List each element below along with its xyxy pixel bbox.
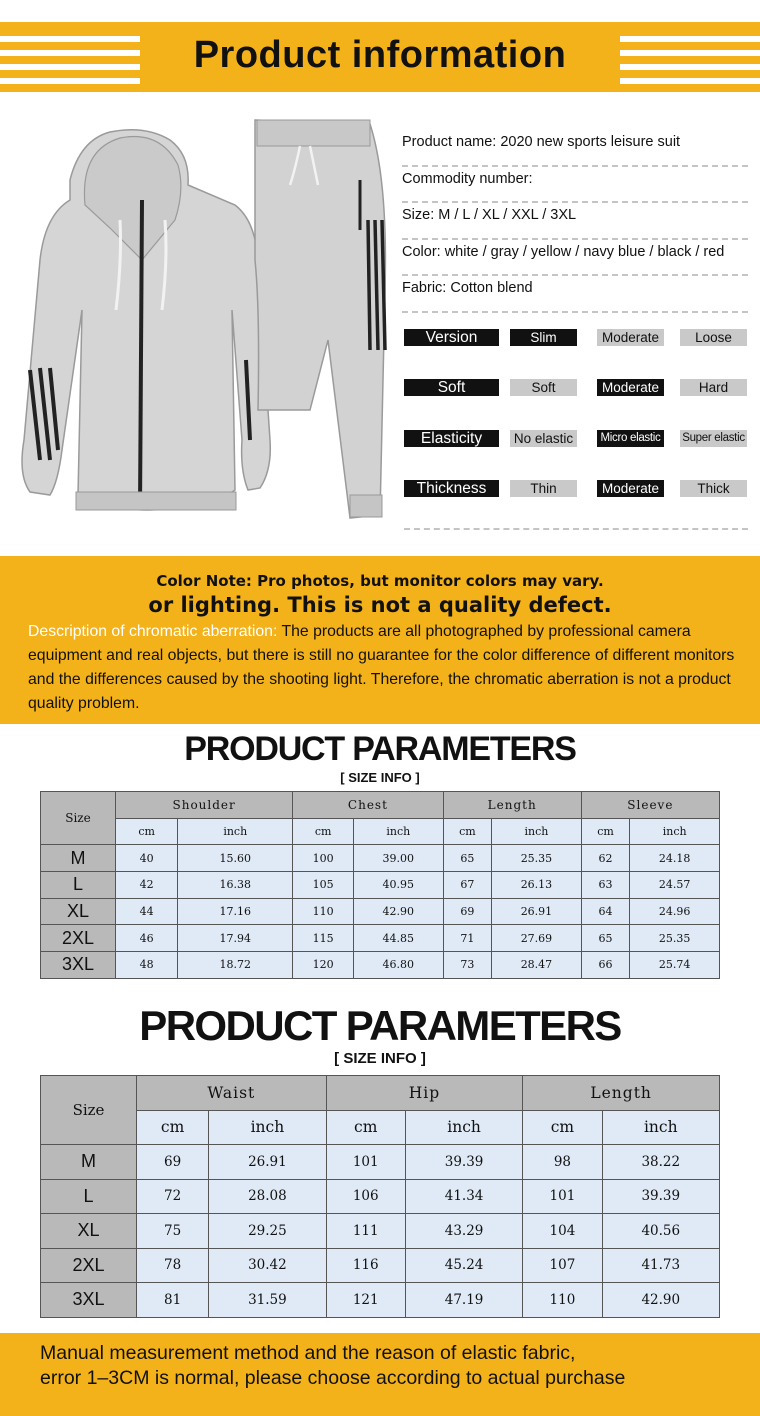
value-cell: 15.60 [178,845,293,872]
attr-label: Version [404,329,499,346]
value-cell: 115 [293,925,354,952]
value-cell: 25.74 [630,952,720,979]
value-cell: 24.96 [630,898,720,925]
value-cell: 39.39 [602,1179,719,1214]
value-cell: 41.34 [405,1179,522,1214]
value-cell: 101 [326,1145,405,1180]
value-cell: 26.91 [492,898,582,925]
group-header: Chest [293,792,443,819]
unit-header: cm [116,818,178,845]
value-cell: 78 [137,1248,209,1283]
table-row [41,845,720,872]
value-cell: 47.19 [405,1283,522,1318]
table-row [41,1179,720,1214]
value-cell: 28.08 [209,1179,326,1214]
group-header: Sleeve [581,792,719,819]
unit-header: inch [602,1110,719,1145]
value-cell: 116 [326,1248,405,1283]
value-cell: 48 [116,952,178,979]
size-cell: 2XL [41,1248,137,1283]
header-banner [0,22,760,92]
unit-header: cm [443,818,492,845]
attr-option: Slim [510,329,577,346]
value-cell: 67 [443,872,492,899]
value-cell: 31.59 [209,1283,326,1318]
attr-label: Soft [404,379,499,396]
value-cell: 28.47 [492,952,582,979]
description-label: Description of chromatic aberration: [28,623,278,640]
size-cell: XL [41,898,116,925]
group-header: Waist [137,1076,327,1111]
value-cell: 105 [293,872,354,899]
attr-elasticity [404,427,748,477]
tracksuit-illustration [10,110,395,550]
table-row [41,1145,720,1180]
value-cell: 69 [443,898,492,925]
value-cell: 40.95 [353,872,443,899]
attr-option: Moderate [597,480,664,497]
page-title: Product information [193,34,567,76]
value-cell: 39.39 [405,1145,522,1180]
params-title-top: PRODUCT PARAMETERS [184,730,576,768]
value-cell: 71 [443,925,492,952]
value-cell: 45.24 [405,1248,522,1283]
value-cell: 98 [523,1145,602,1180]
table-row [41,952,720,979]
attr-option: Moderate [597,329,664,346]
group-header: Length [443,792,581,819]
value-cell: 110 [293,898,354,925]
size-cell: 3XL [41,1283,137,1318]
size-header: Size [41,792,116,845]
table-row [41,1214,720,1249]
footer-banner [0,1333,760,1416]
value-cell: 38.22 [602,1145,719,1180]
group-header: Length [523,1076,720,1111]
value-cell: 40 [116,845,178,872]
color-note-line1: Color Note: Pro photos, but monitor colors may vary. [156,572,604,590]
value-cell: 104 [523,1214,602,1249]
bottom-size-table [40,1075,720,1318]
table-row [41,872,720,899]
value-cell: 26.13 [492,872,582,899]
attr-option: Moderate [597,379,664,396]
value-cell: 39.00 [353,845,443,872]
table-row [41,898,720,925]
size-cell: XL [41,1214,137,1249]
info-product-name: Product name: 2020 new sports leisure suit [402,130,748,167]
value-cell: 100 [293,845,354,872]
attr-label: Thickness [404,480,499,497]
value-cell: 66 [581,952,630,979]
info-size: Size: M / L / XL / XXL / 3XL [402,203,748,240]
value-cell: 75 [137,1214,209,1249]
unit-header: inch [353,818,443,845]
value-cell: 25.35 [492,845,582,872]
divider [404,528,748,530]
attr-option: No elastic [510,430,577,447]
color-note-line2: or lighting. This is not a quality defect. [148,593,612,617]
value-cell: 44 [116,898,178,925]
value-cell: 40.56 [602,1214,719,1249]
value-cell: 106 [326,1179,405,1214]
value-cell: 42.90 [602,1283,719,1318]
stripes-decoration-right [620,36,760,92]
value-cell: 64 [581,898,630,925]
unit-header: inch [178,818,293,845]
table-row [41,925,720,952]
attr-version [404,326,748,376]
attr-option: Loose [680,329,747,346]
attr-option: Super elastic [680,430,747,447]
unit-header: cm [293,818,354,845]
value-cell: 65 [443,845,492,872]
unit-header: inch [405,1110,522,1145]
unit-header: cm [523,1110,602,1145]
unit-header: inch [209,1110,326,1145]
value-cell: 24.18 [630,845,720,872]
unit-header: cm [581,818,630,845]
value-cell: 46.80 [353,952,443,979]
size-cell: M [41,1145,137,1180]
value-cell: 16.38 [178,872,293,899]
footer-line2: error 1–3CM is normal, please choose according to actual purchase [40,1367,626,1389]
value-cell: 65 [581,925,630,952]
size-header: Size [41,1076,137,1145]
unit-header: cm [326,1110,405,1145]
info-commodity-number: Commodity number: [402,167,748,204]
value-cell: 42 [116,872,178,899]
attribute-grid [404,326,748,527]
value-cell: 30.42 [209,1248,326,1283]
value-cell: 107 [523,1248,602,1283]
value-cell: 29.25 [209,1214,326,1249]
params-title-bottom: PRODUCT PARAMETERS [139,1002,621,1049]
value-cell: 41.73 [602,1248,719,1283]
value-cell: 18.72 [178,952,293,979]
size-cell: L [41,872,116,899]
value-cell: 62 [581,845,630,872]
value-cell: 72 [137,1179,209,1214]
size-cell: 2XL [41,925,116,952]
attr-option: Thin [510,480,577,497]
value-cell: 24.57 [630,872,720,899]
table-row [41,1283,720,1318]
value-cell: 26.91 [209,1145,326,1180]
value-cell: 81 [137,1283,209,1318]
value-cell: 44.85 [353,925,443,952]
value-cell: 110 [523,1283,602,1318]
attr-thickness [404,477,748,527]
attr-soft [404,376,748,426]
chromatic-aberration-description [28,620,748,716]
params-subtitle-top: [ SIZE INFO ] [340,770,420,785]
product-info-list [402,130,748,313]
value-cell: 46 [116,925,178,952]
attr-option: Soft [510,379,577,396]
attr-label: Elasticity [404,430,499,447]
color-note-block [0,556,760,724]
params-subtitle-bottom: [ SIZE INFO ] [334,1050,426,1067]
value-cell: 121 [326,1283,405,1318]
footer-line1: Manual measurement method and the reason of elastic fabric, [40,1342,576,1364]
info-fabric: Fabric: Cotton blend [402,276,748,313]
value-cell: 73 [443,952,492,979]
value-cell: 111 [326,1214,405,1249]
value-cell: 25.35 [630,925,720,952]
size-cell: M [41,845,116,872]
info-color: Color: white / gray / yellow / navy blue / black / red [402,240,748,277]
size-cell: 3XL [41,952,116,979]
unit-header: cm [137,1110,209,1145]
value-cell: 120 [293,952,354,979]
attr-option: Micro elastic [597,430,664,447]
value-cell: 63 [581,872,630,899]
unit-header: inch [492,818,582,845]
value-cell: 101 [523,1179,602,1214]
table-row [41,1248,720,1283]
value-cell: 43.29 [405,1214,522,1249]
value-cell: 27.69 [492,925,582,952]
size-cell: L [41,1179,137,1214]
top-size-table [40,791,720,979]
unit-header: inch [630,818,720,845]
group-header: Hip [326,1076,523,1111]
value-cell: 17.94 [178,925,293,952]
value-cell: 42.90 [353,898,443,925]
attr-option: Thick [680,480,747,497]
description-text: The products are all photographed by professional camera equipment and real objects, but there is still no guarantee for the color difference of different monitors and the differences caused by the shooting light. Therefore, the chromatic aberration is not a product quality problem. [28,623,735,712]
attr-option: Hard [680,379,747,396]
value-cell: 17.16 [178,898,293,925]
group-header: Shoulder [116,792,293,819]
value-cell: 69 [137,1145,209,1180]
